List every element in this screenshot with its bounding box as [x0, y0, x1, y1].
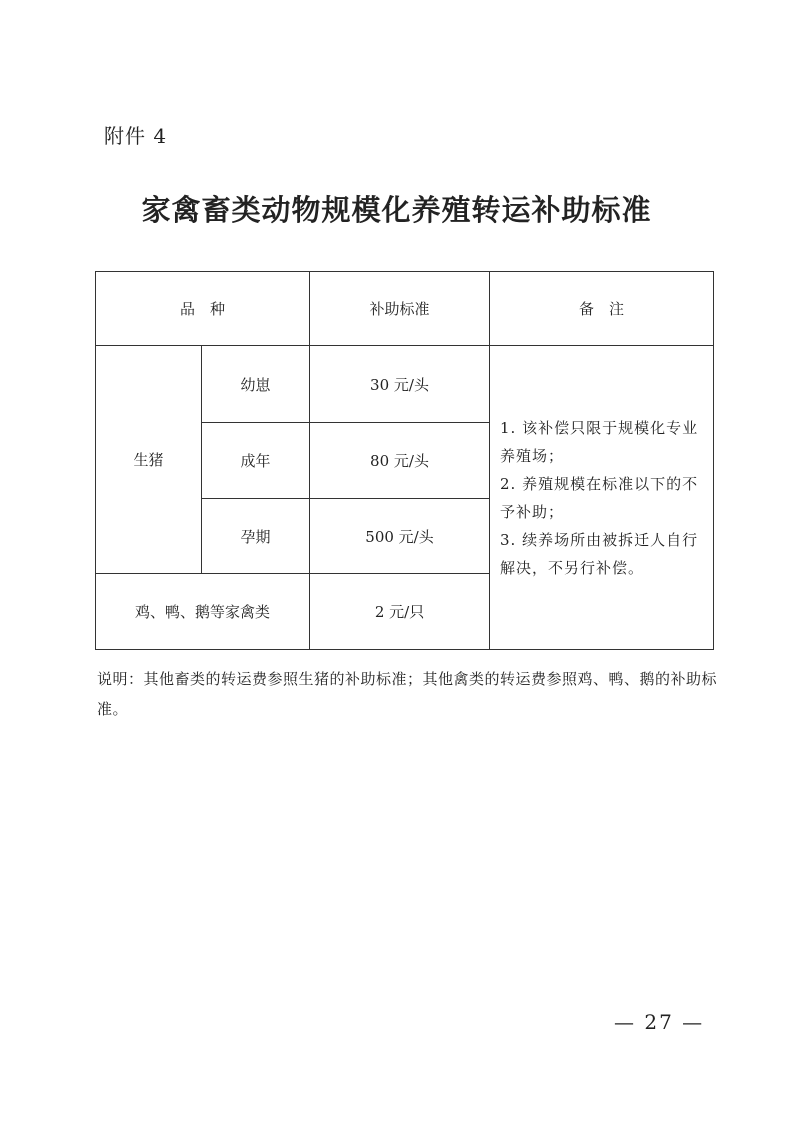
poultry-category-cell: 鸡、鸭、鹅等家禽类 — [96, 574, 310, 650]
poultry-standard-cell: 2 元/只 — [310, 574, 490, 650]
page-number: — 27 — — [614, 1010, 705, 1034]
table-header-row — [96, 272, 714, 346]
pig-stage-cell: 成年 — [202, 423, 310, 499]
footnote-text: 说明：其他畜类的转运费参照生猪的补助标准；其他禽类的转运费参照鸡、鸭、鹅的补助标准。 — [97, 670, 718, 718]
subsidy-standard-table — [95, 271, 714, 650]
attachment-label: 附件 4 — [104, 124, 168, 148]
remark-item: 2. 养殖规模在标准以下的不予补助； — [500, 474, 699, 521]
pig-category-cell: 生猪 — [96, 346, 202, 574]
header-standard: 补助标准 — [310, 272, 490, 346]
table-row — [96, 346, 714, 423]
header-variety: 品 种 — [96, 272, 310, 346]
pig-standard-cell: 500 元/头 — [310, 499, 490, 574]
remarks-cell — [490, 346, 714, 650]
pig-standard-cell: 30 元/头 — [310, 346, 490, 423]
document-title: 家禽畜类动物规模化养殖转运补助标准 — [141, 193, 652, 227]
remark-item: 1. 该补偿只限于规模化专业养殖场； — [500, 418, 699, 465]
pig-stage-cell: 幼崽 — [202, 346, 310, 423]
remark-item: 3. 续养场所由被拆迁人自行解决，不另行补偿。 — [500, 530, 699, 577]
header-remarks: 备 注 — [490, 272, 714, 346]
pig-stage-cell: 孕期 — [202, 499, 310, 574]
pig-standard-cell: 80 元/头 — [310, 423, 490, 499]
